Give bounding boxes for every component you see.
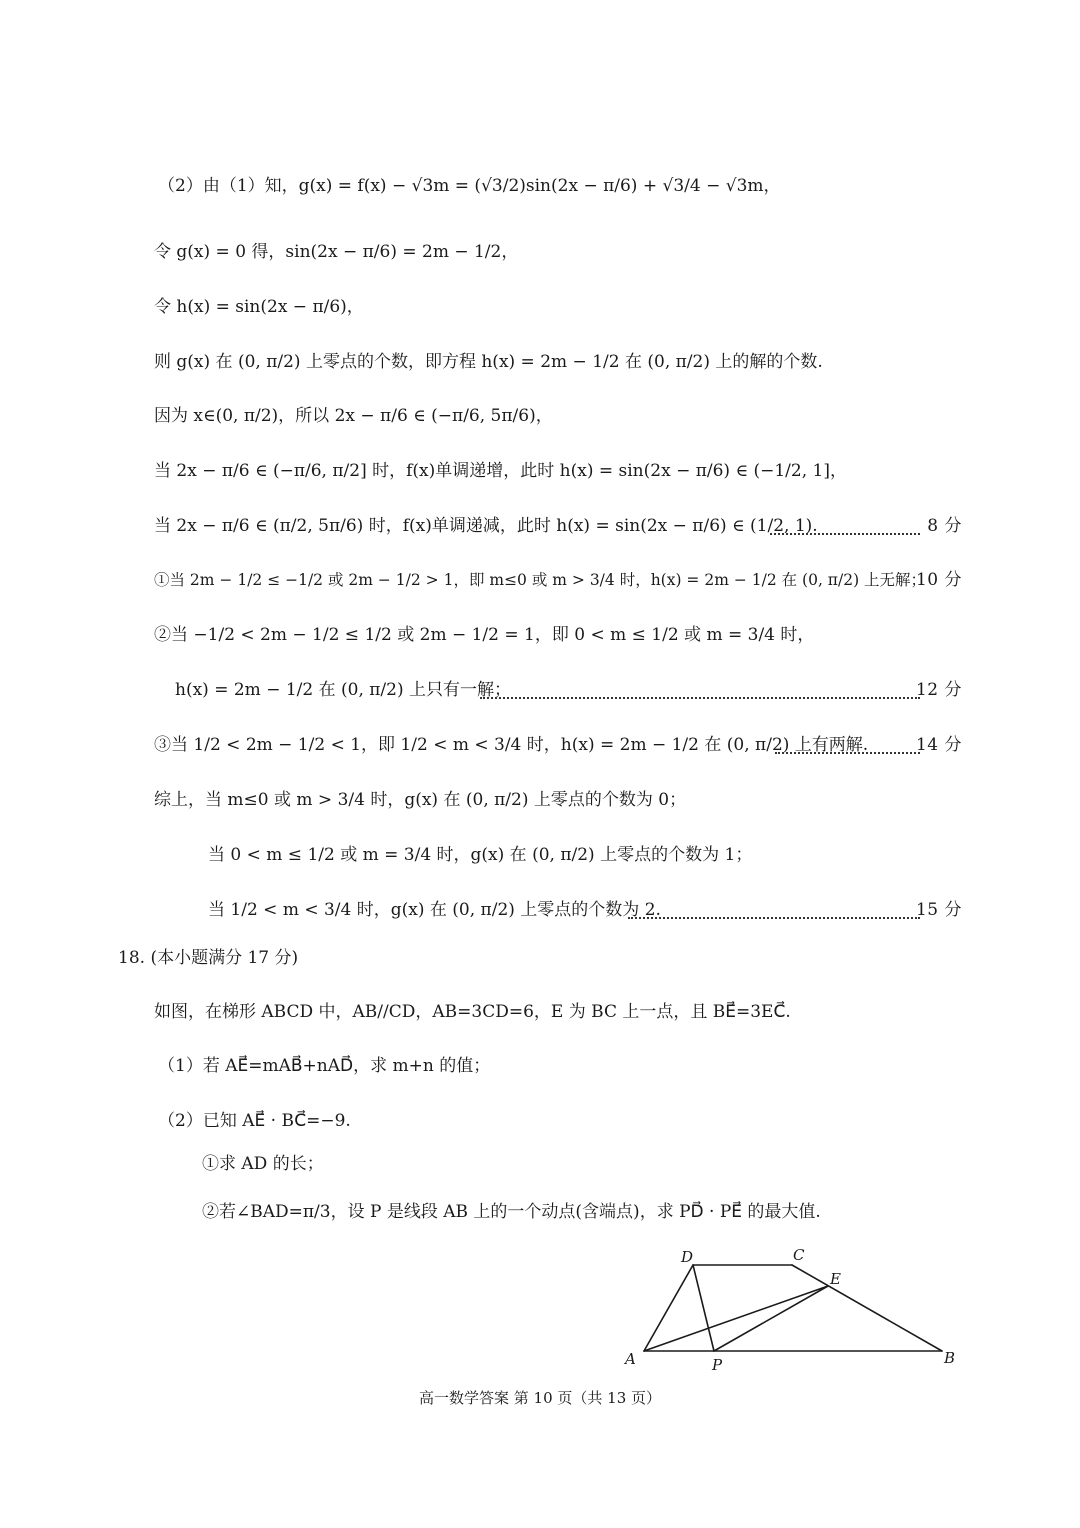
label-b: B [944,1349,956,1367]
label-p: P [712,1356,723,1374]
points-mark: 14 分 [915,735,962,755]
segment-cb [792,1265,942,1351]
leader-dots [628,917,920,919]
solution-line [0,725,1080,765]
solution-line [0,342,1080,382]
points-mark: 15 分 [915,900,962,920]
segment-pd [693,1265,714,1351]
label-a: A [625,1350,636,1368]
label-c: C [793,1246,805,1264]
solution-line [0,396,1080,436]
points-mark: 12 分 [915,680,962,700]
solution-line-text: 当 1/2 < m < 3/4 时，g(x) 在 (0, π/2) 上零点的个数为 2. [208,900,661,920]
problem-line-text: 如图，在梯形 ABCD 中，AB//CD，AB=3CD=6，E 为 BC 上一点，且 BE⃗=3EC⃗. [154,1002,791,1022]
solution-line [0,232,1080,272]
problem-line-text: （2）已知 AE⃗ · BC⃗=−9. [158,1111,351,1131]
trapezoid-diagram [610,1238,970,1378]
solution-line [0,890,1080,930]
points-mark: 10 分 [915,570,962,590]
segment-ae [644,1286,828,1351]
problem-line-text: 18. (本小题满分 17 分) [118,948,299,968]
solution-line [0,615,1080,655]
solution-line [0,835,1080,875]
solution-line-text: ②当 −1/2 < 2m − 1/2 ≤ 1/2 或 2m − 1/2 = 1，即 0 < m ≤ 1/2 或 m = 3/4 时， [154,625,815,645]
leader-dots [775,752,920,754]
solution-line [0,451,1080,491]
solution-line [0,670,1080,710]
solution-line [0,287,1080,327]
solution-line-text: ①当 2m − 1/2 ≤ −1/2 或 2m − 1/2 > 1，即 m≤0 或 m > 3/4 时，h(x) = 2m − 1/2 在 (0, π/2) 上无解； [154,571,927,589]
solution-line-text: 令 g(x) = 0 得，sin(2x − π/6) = 2m − 1/2， [154,242,519,262]
label-e: E [830,1270,841,1288]
leader-dots [770,533,920,535]
problem-line-text: ①求 AD 的长； [202,1154,324,1174]
solution-line [0,780,1080,820]
label-d: D [681,1248,694,1266]
solution-line-text: （2）由（1）知，g(x) = f(x) − √3m = (√3/2)sin(2x − π/6) + √3/4 − √3m， [158,176,781,196]
problem-line [0,1144,1080,1184]
problem-line [0,1046,1080,1086]
solution-line-text: 综上，当 m≤0 或 m > 3/4 时，g(x) 在 (0, π/2) 上零点的个数为 0； [154,790,687,810]
problem-line-text: ②若∠BAD=π/3，设 P 是线段 AB 上的一个动点(含端点)，求 PD⃗ · PE⃗ 的最大值. [202,1202,821,1222]
solution-line-text: 当 0 < m ≤ 1/2 或 m = 3/4 时，g(x) 在 (0, π/2) 上零点的个数为 1； [208,845,753,865]
solution-line-text: ③当 1/2 < 2m − 1/2 < 1，即 1/2 < m < 3/4 时，h(x) = 2m − 1/2 在 (0, π/2) 上有两解. [154,735,869,755]
leader-dots [480,697,920,699]
segment-pe [714,1286,828,1351]
problem-line [0,1192,1080,1232]
solution-line-text: h(x) = 2m − 1/2 在 (0, π/2) 上只有一解； [175,680,512,700]
solution-line-text: 因为 x∈(0, π/2)，所以 2x − π/6 ∈ (−π/6, 5π/6)， [154,406,553,426]
problem-heading [0,938,1080,978]
solution-line-text: 令 h(x) = sin(2x − π/6)， [154,297,364,317]
segment-ad [644,1265,693,1351]
solution-line [0,560,1080,600]
points-mark: 8 分 [927,516,962,536]
problem-line-text: （1）若 AE⃗=mAB⃗+nAD⃗，求 m+n 的值； [158,1056,491,1076]
problem-line [0,992,1080,1032]
trapezoid-figure [610,1238,970,1378]
solution-line [0,506,1080,546]
solution-line-text: 当 2x − π/6 ∈ (−π/6, π/2] 时，f(x)单调递增，此时 h(x) = sin(2x − π/6) ∈ (−1/2, 1]， [154,461,847,481]
solution-line-text: 当 2x − π/6 ∈ (π/2, 5π/6) 时，f(x)单调递减，此时 h(x) = sin(2x − π/6) ∈ (1/2, 1). [154,516,818,536]
solution-line-text: 则 g(x) 在 (0, π/2) 上零点的个数，即方程 h(x) = 2m − 1/2 在 (0, π/2) 上的解的个数. [154,352,823,372]
page-footer: 高一数学答案 第 10 页（共 13 页） [418,1389,661,1407]
problem-line [0,1101,1080,1141]
solution-line [0,166,1080,206]
